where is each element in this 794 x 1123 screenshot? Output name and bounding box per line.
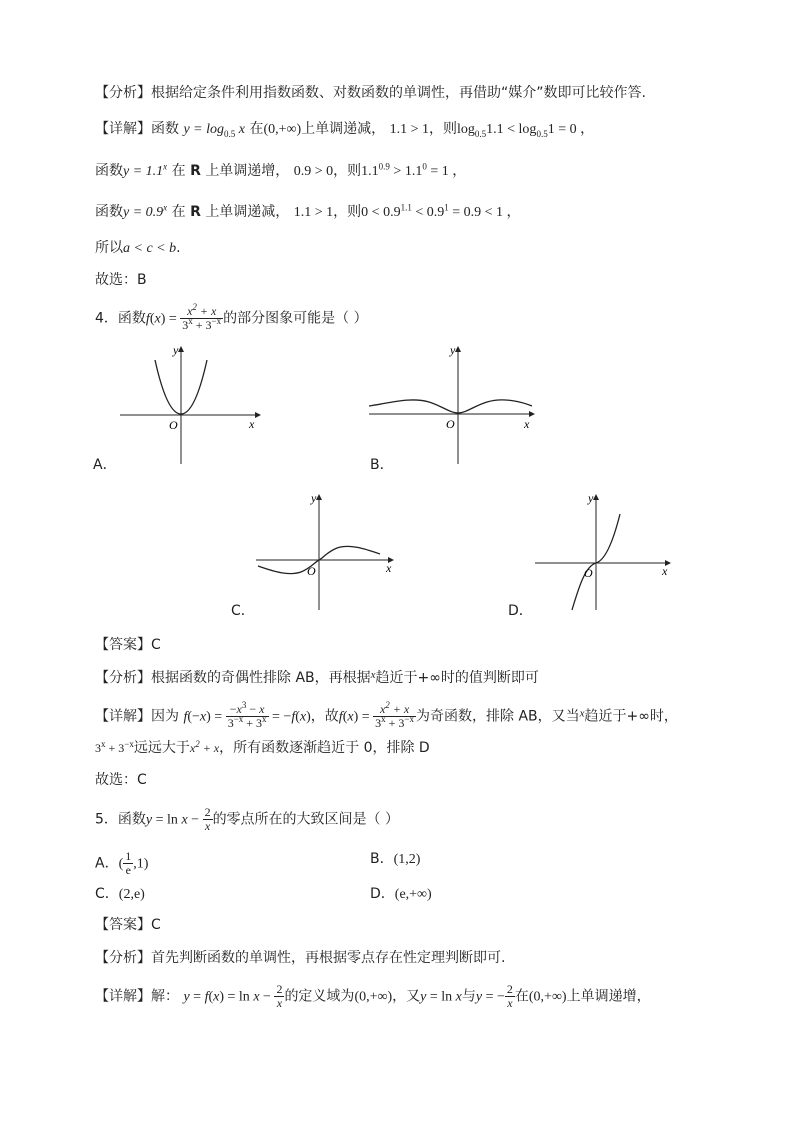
q3-detail-line2	[95, 162, 466, 181]
graph-a	[115, 342, 265, 467]
q4-detail-line2: $3^x + 3^{-x}$远远大于$x^2 + x$，所有函数逐渐趋近于 0，排除 D	[95, 739, 430, 756]
option-label: D．	[370, 886, 395, 902]
q3-conclusion	[95, 239, 181, 258]
option-d-label: D．	[508, 603, 533, 619]
formula-exp: $y = 1.1^x$	[123, 161, 168, 179]
stem-text: 的部分图象可能是（ ）	[223, 310, 368, 327]
detail-text: 上单调递增，	[566, 988, 651, 1005]
detail-text: 与	[461, 988, 476, 1005]
q4-answer: 【答案】C	[95, 637, 161, 653]
formula-log: $y = \log_{0.5} x$	[183, 122, 245, 139]
set-R: R	[190, 204, 201, 220]
axis-label-x: x	[524, 417, 530, 431]
formula-fx: f	[145, 311, 150, 327]
detail-text: 函数	[151, 121, 179, 137]
option-value: (2,e)	[118, 887, 145, 902]
q4-stem: 4．函数f(x) = $\frac{x^2 + x}{3^x + 3^{-x}}$ 的部分图象可能是（ ）	[95, 302, 368, 332]
axis-label-x: x	[249, 417, 255, 431]
detail-text: 在	[249, 121, 264, 137]
q4-detail-line1: 【详解】因为 f(−x) = $\frac{-x^3 - x}{3^{-x} + 3^x}$ = −f(x)，故f(x) = $\frac{x^2 + x}{3^x + 3^{-x}}$ 为奇函数，排除 AB，又当$^x$趋近于+∞时，	[95, 700, 678, 730]
q5-option-c	[95, 883, 145, 903]
analysis-text: 根据函数的奇偶性排除 AB，再根据	[151, 670, 371, 686]
option-a-label: A．	[93, 457, 117, 473]
detail-tag: 【详解】	[95, 988, 151, 1005]
axis-label-y: y	[311, 491, 317, 505]
detail-text: 函数	[95, 204, 123, 220]
option-value: (e,+∞)	[394, 887, 432, 902]
analysis-tag: 【分析】	[95, 670, 151, 686]
stem-text: 的零点所在的大致区间是（ ）	[212, 811, 400, 828]
option-value: (1,2)	[393, 852, 421, 867]
q4-analysis: 【分析】根据函数的奇偶性排除 AB，再根据$^x$趋近于+∞时的值判断即可	[95, 669, 539, 686]
detail-text: 上单调递减，	[301, 121, 386, 137]
formula-ineq: 0.9 > 0	[293, 164, 334, 179]
detail-text: 的定义域为	[284, 988, 355, 1005]
question-number: 4．函数	[95, 310, 146, 327]
axis-label-y: y	[588, 491, 594, 505]
axis-label-o: O	[169, 418, 178, 432]
detail-text: 为奇函数，排除 AB，又当	[416, 708, 580, 725]
axis-label-y: y	[173, 343, 179, 357]
q5-detail: 【详解】解： y = f(x) = ln x − $\frac{2}{x}$ 的定义域为(0,+∞)，又y = ln x与y = − $\frac{2}{x}$ 在(0,+∞)上单调递增，	[95, 982, 651, 1010]
q3-choice: 故选：B	[95, 272, 147, 288]
axis-label-x: x	[662, 564, 668, 578]
q5-option-b	[370, 848, 420, 868]
q3-detail-line3	[95, 203, 521, 222]
detail-text: 所以	[95, 240, 123, 256]
q5-answer: 【答案】C	[95, 917, 161, 933]
q5-stem: 5．函数y = ln x − $\frac{2}{x}$ 的零点所在的大致区间是（ ）	[95, 805, 400, 833]
detail-text: 函数	[95, 163, 123, 179]
q4-choice: 故选：C	[95, 772, 147, 788]
axis-label-o: O	[307, 564, 316, 578]
formula-order: a < c < b	[123, 241, 177, 256]
formula-result: $0 < 0.9^{1.1} < 0.9^1 = 0.9 < 1$ ，	[361, 202, 521, 220]
detail-text: 在	[514, 988, 529, 1005]
formula-ineq: 1.1 > 1	[293, 205, 334, 220]
detail-text: 上单调递增，	[205, 163, 290, 179]
axis-label-x: x	[386, 561, 392, 575]
option-label: A．	[95, 855, 119, 872]
option-b-label: B．	[370, 457, 394, 473]
detail-text: 远远大于	[133, 740, 190, 756]
set-R: R	[190, 163, 201, 179]
graph-c	[253, 488, 398, 613]
option-label: B．	[370, 851, 394, 867]
formula-exp: $y = 0.9^x$	[123, 202, 168, 220]
formula-interval: (0,+∞)	[263, 122, 302, 137]
formula-result: $1.1^{0.9} > 1.1^0 = 1$ ，	[361, 161, 467, 179]
detail-text: 解：	[151, 988, 179, 1005]
q3-analysis	[95, 84, 646, 102]
analysis-tag: 【分析】	[95, 950, 151, 966]
detail-text: 趋近于+∞时，	[584, 708, 678, 725]
detail-text: .	[176, 240, 181, 256]
analysis-tag: 【分析】	[95, 85, 151, 101]
detail-text: ，又	[392, 988, 421, 1005]
q5-analysis	[95, 949, 505, 967]
q5-option-d	[370, 883, 432, 903]
q5-option-a: A．( $\frac{1}{e}$ ,1)	[95, 849, 149, 877]
option-label: C．	[95, 886, 119, 902]
detail-tag: 【详解】	[95, 121, 151, 137]
detail-text: ，则	[429, 121, 457, 137]
formula-ineq: 1.1 > 1	[389, 122, 429, 137]
detail-text: ，故	[310, 708, 339, 725]
detail-tag: 【详解】	[95, 708, 151, 725]
detail-text: ，则	[333, 163, 362, 179]
detail-text: 上单调递减，	[205, 204, 290, 220]
detail-text: 在	[171, 163, 186, 179]
analysis-text: 趋近于+∞时的值判断即可	[375, 670, 539, 686]
axis-label-y: y	[450, 343, 456, 357]
analysis-text: 根据给定条件利用指数函数、对数函数的单调性，再借助“媒介”数即可比较作答.	[151, 85, 646, 101]
question-number: 5．函数	[95, 811, 146, 828]
q3-detail-line1	[95, 120, 594, 139]
option-c-label: C．	[231, 603, 255, 619]
detail-text: 在	[171, 204, 186, 220]
formula-result: $\log_{0.5}1.1 < \log_{0.5}1 = 0$ ，	[457, 122, 595, 139]
axis-label-o: O	[446, 417, 455, 431]
detail-text: 因为	[151, 708, 179, 725]
detail-text: ，所有函数逐渐趋近于 0，排除 D	[219, 740, 430, 756]
fraction: $\frac{x^2 + x}{3^x + 3^{-x}}$	[182, 302, 222, 332]
detail-text: ，则	[333, 204, 362, 220]
analysis-text: 首先判断函数的单调性，再根据零点存在性定理判断即可.	[151, 950, 506, 966]
graph-b	[364, 342, 539, 467]
graph-d	[530, 488, 675, 613]
axis-label-o: O	[584, 566, 593, 580]
